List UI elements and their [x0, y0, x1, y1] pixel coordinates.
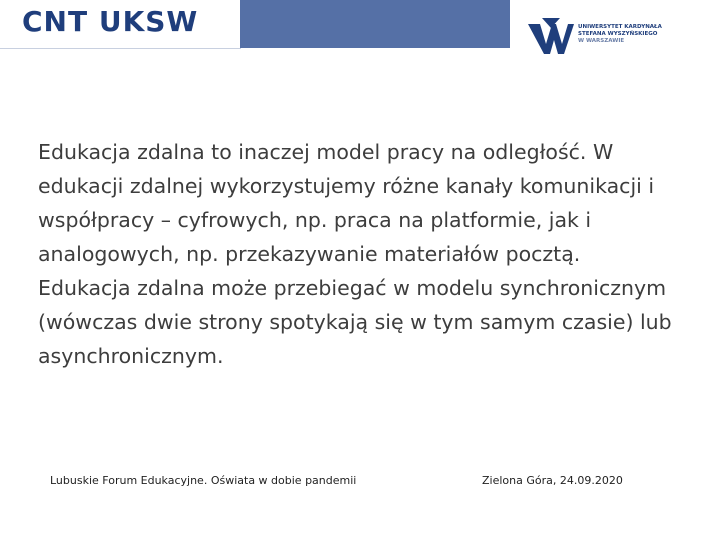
university-line1: UNIWERSYTET KARDYNAŁA — [578, 24, 662, 30]
university-logo-icon — [528, 18, 574, 54]
header-band — [240, 0, 510, 48]
cnt-uksw-logo: CNT UKSW — [22, 5, 199, 38]
university-line2: STEFANA WYSZYŃSKIEGO — [578, 31, 658, 37]
footer-place-date: Zielona Góra, 24.09.2020 — [482, 474, 623, 487]
university-line3: W WARSZAWIE — [578, 38, 625, 44]
slide-body — [38, 135, 688, 373]
paragraph-1: Edukacja zdalna to inaczej model pracy na odległość. W edukacji zdalnej wykorzystujemy różne kanały komunikacji i współpracy – cyfrowych, np. praca na platformie, jak i analogowych, np. przekazywanie materiałów pocztą. — [38, 140, 655, 266]
footer-event-name: Lubuskie Forum Edukacyjne. Oświata w dobie pandemii — [50, 474, 357, 487]
paragraph-2: Edukacja zdalna może przebiegać w modelu synchronicznym (wówczas dwie strony spotykają się w tym samym czasie) lub asynchronicznym. — [38, 276, 672, 368]
university-name — [578, 24, 688, 45]
header-logo-box — [0, 0, 241, 49]
